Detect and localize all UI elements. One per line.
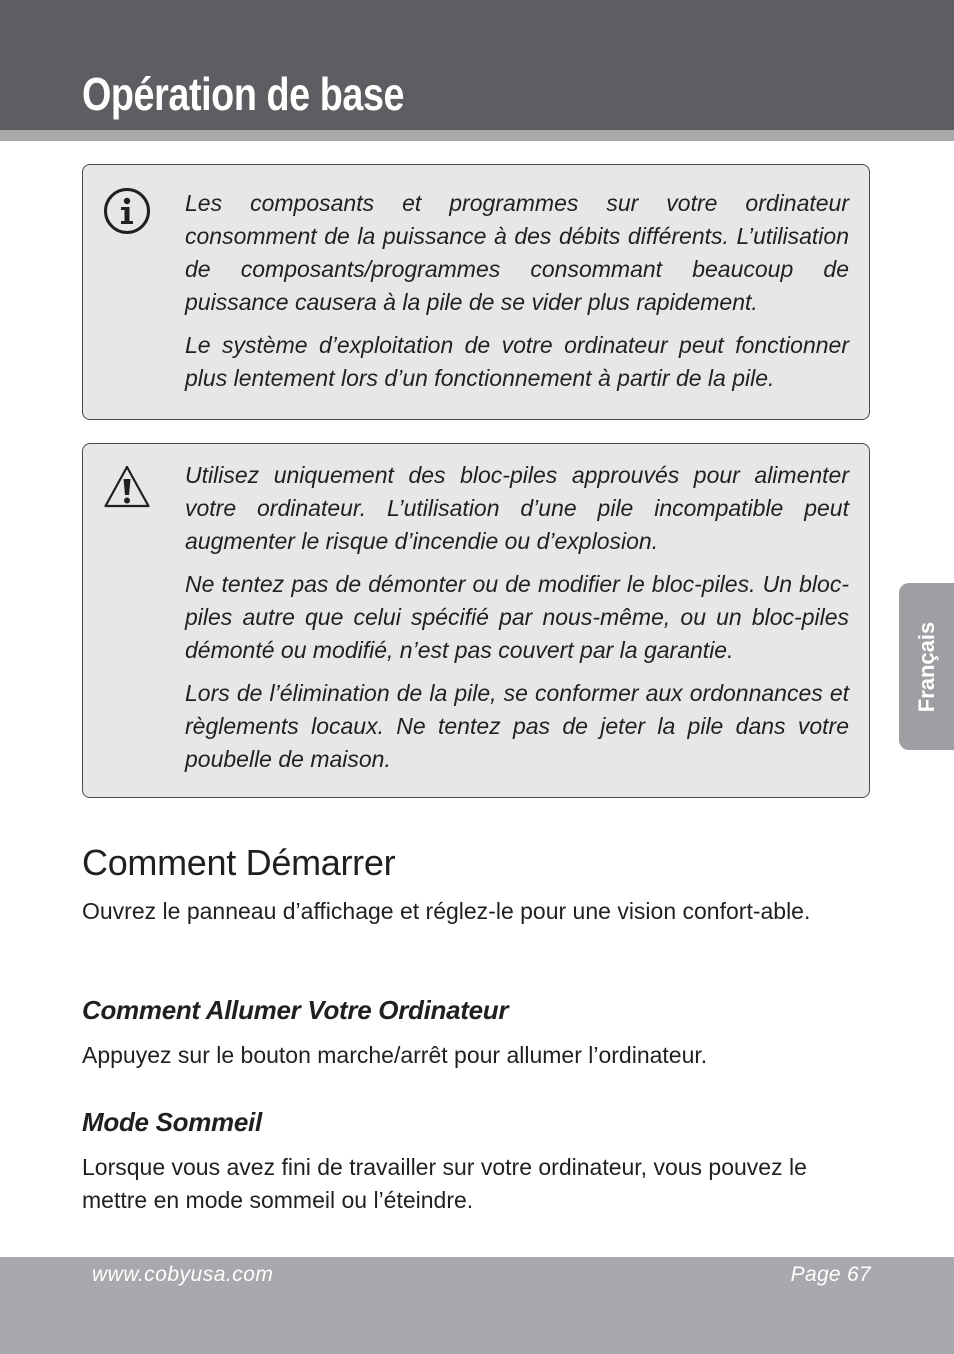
- footer-url: www.cobyusa.com: [92, 1263, 274, 1286]
- warning-icon: [103, 464, 151, 515]
- language-tab: [899, 583, 954, 750]
- info-icon: [103, 187, 151, 240]
- subsection-paragraph-sleep-mode: Lorsque vous avez fini de travailler sur votre ordinateur, vous pouvez le mettre en mode sommeil ou l’éteindre.: [82, 1154, 807, 1213]
- warning-paragraph: Lors de l’élimination de la pile, se conformer aux ordonnances et règlements locaux. Ne tentez pas de jeter la pile dans votre poubelle de maison.: [185, 680, 849, 772]
- page-number: Page 67: [790, 1263, 871, 1286]
- subsection-heading-power-on: Comment Allumer Votre Ordinateur: [82, 995, 509, 1025]
- subsection-heading-sleep-mode: Mode Sommeil: [82, 1107, 262, 1137]
- section-paragraph: Ouvrez le panneau d’affichage et réglez-le pour une vision confort-able.: [82, 898, 811, 924]
- warning-notice-box: [82, 443, 870, 798]
- section-heading: Comment Démarrer: [82, 842, 396, 883]
- page-footer: [0, 1257, 954, 1354]
- page-header: [0, 0, 954, 130]
- info-paragraph: Le système d’exploitation de votre ordinateur peut fonctionner plus lentement lors d’un fonctionnement à partir de la pile.: [185, 332, 849, 391]
- header-divider: [0, 130, 954, 141]
- info-notice-box: [82, 164, 870, 420]
- warning-paragraph: Utilisez uniquement des bloc-piles approuvés pour alimenter votre ordinateur. L’utilisation d’une pile incompatible peut augmenter le risque d’incendie ou d’explosion.: [185, 462, 849, 554]
- warning-notice-text: [185, 459, 849, 786]
- info-notice-text: [185, 187, 849, 405]
- info-paragraph: Les composants et programmes sur votre ordinateur consomment de la puissance à des débits différents. L’utilisation de composants/programmes consommant beaucoup de puissance causera à la pile de se vider plus rapidement.: [185, 190, 849, 315]
- subsection-paragraph-power-on: Appuyez sur le bouton marche/arrêt pour allumer l’ordinateur.: [82, 1042, 708, 1068]
- page-title: Opération de base: [82, 68, 405, 120]
- warning-paragraph: Ne tentez pas de démonter ou de modifier le bloc-piles. Un bloc-piles autre que celui spécifié par nous-même, ou un bloc-piles démonté ou modifié, n’est pas couvert par la garantie.: [185, 571, 849, 663]
- language-tab-label: Français: [913, 621, 939, 712]
